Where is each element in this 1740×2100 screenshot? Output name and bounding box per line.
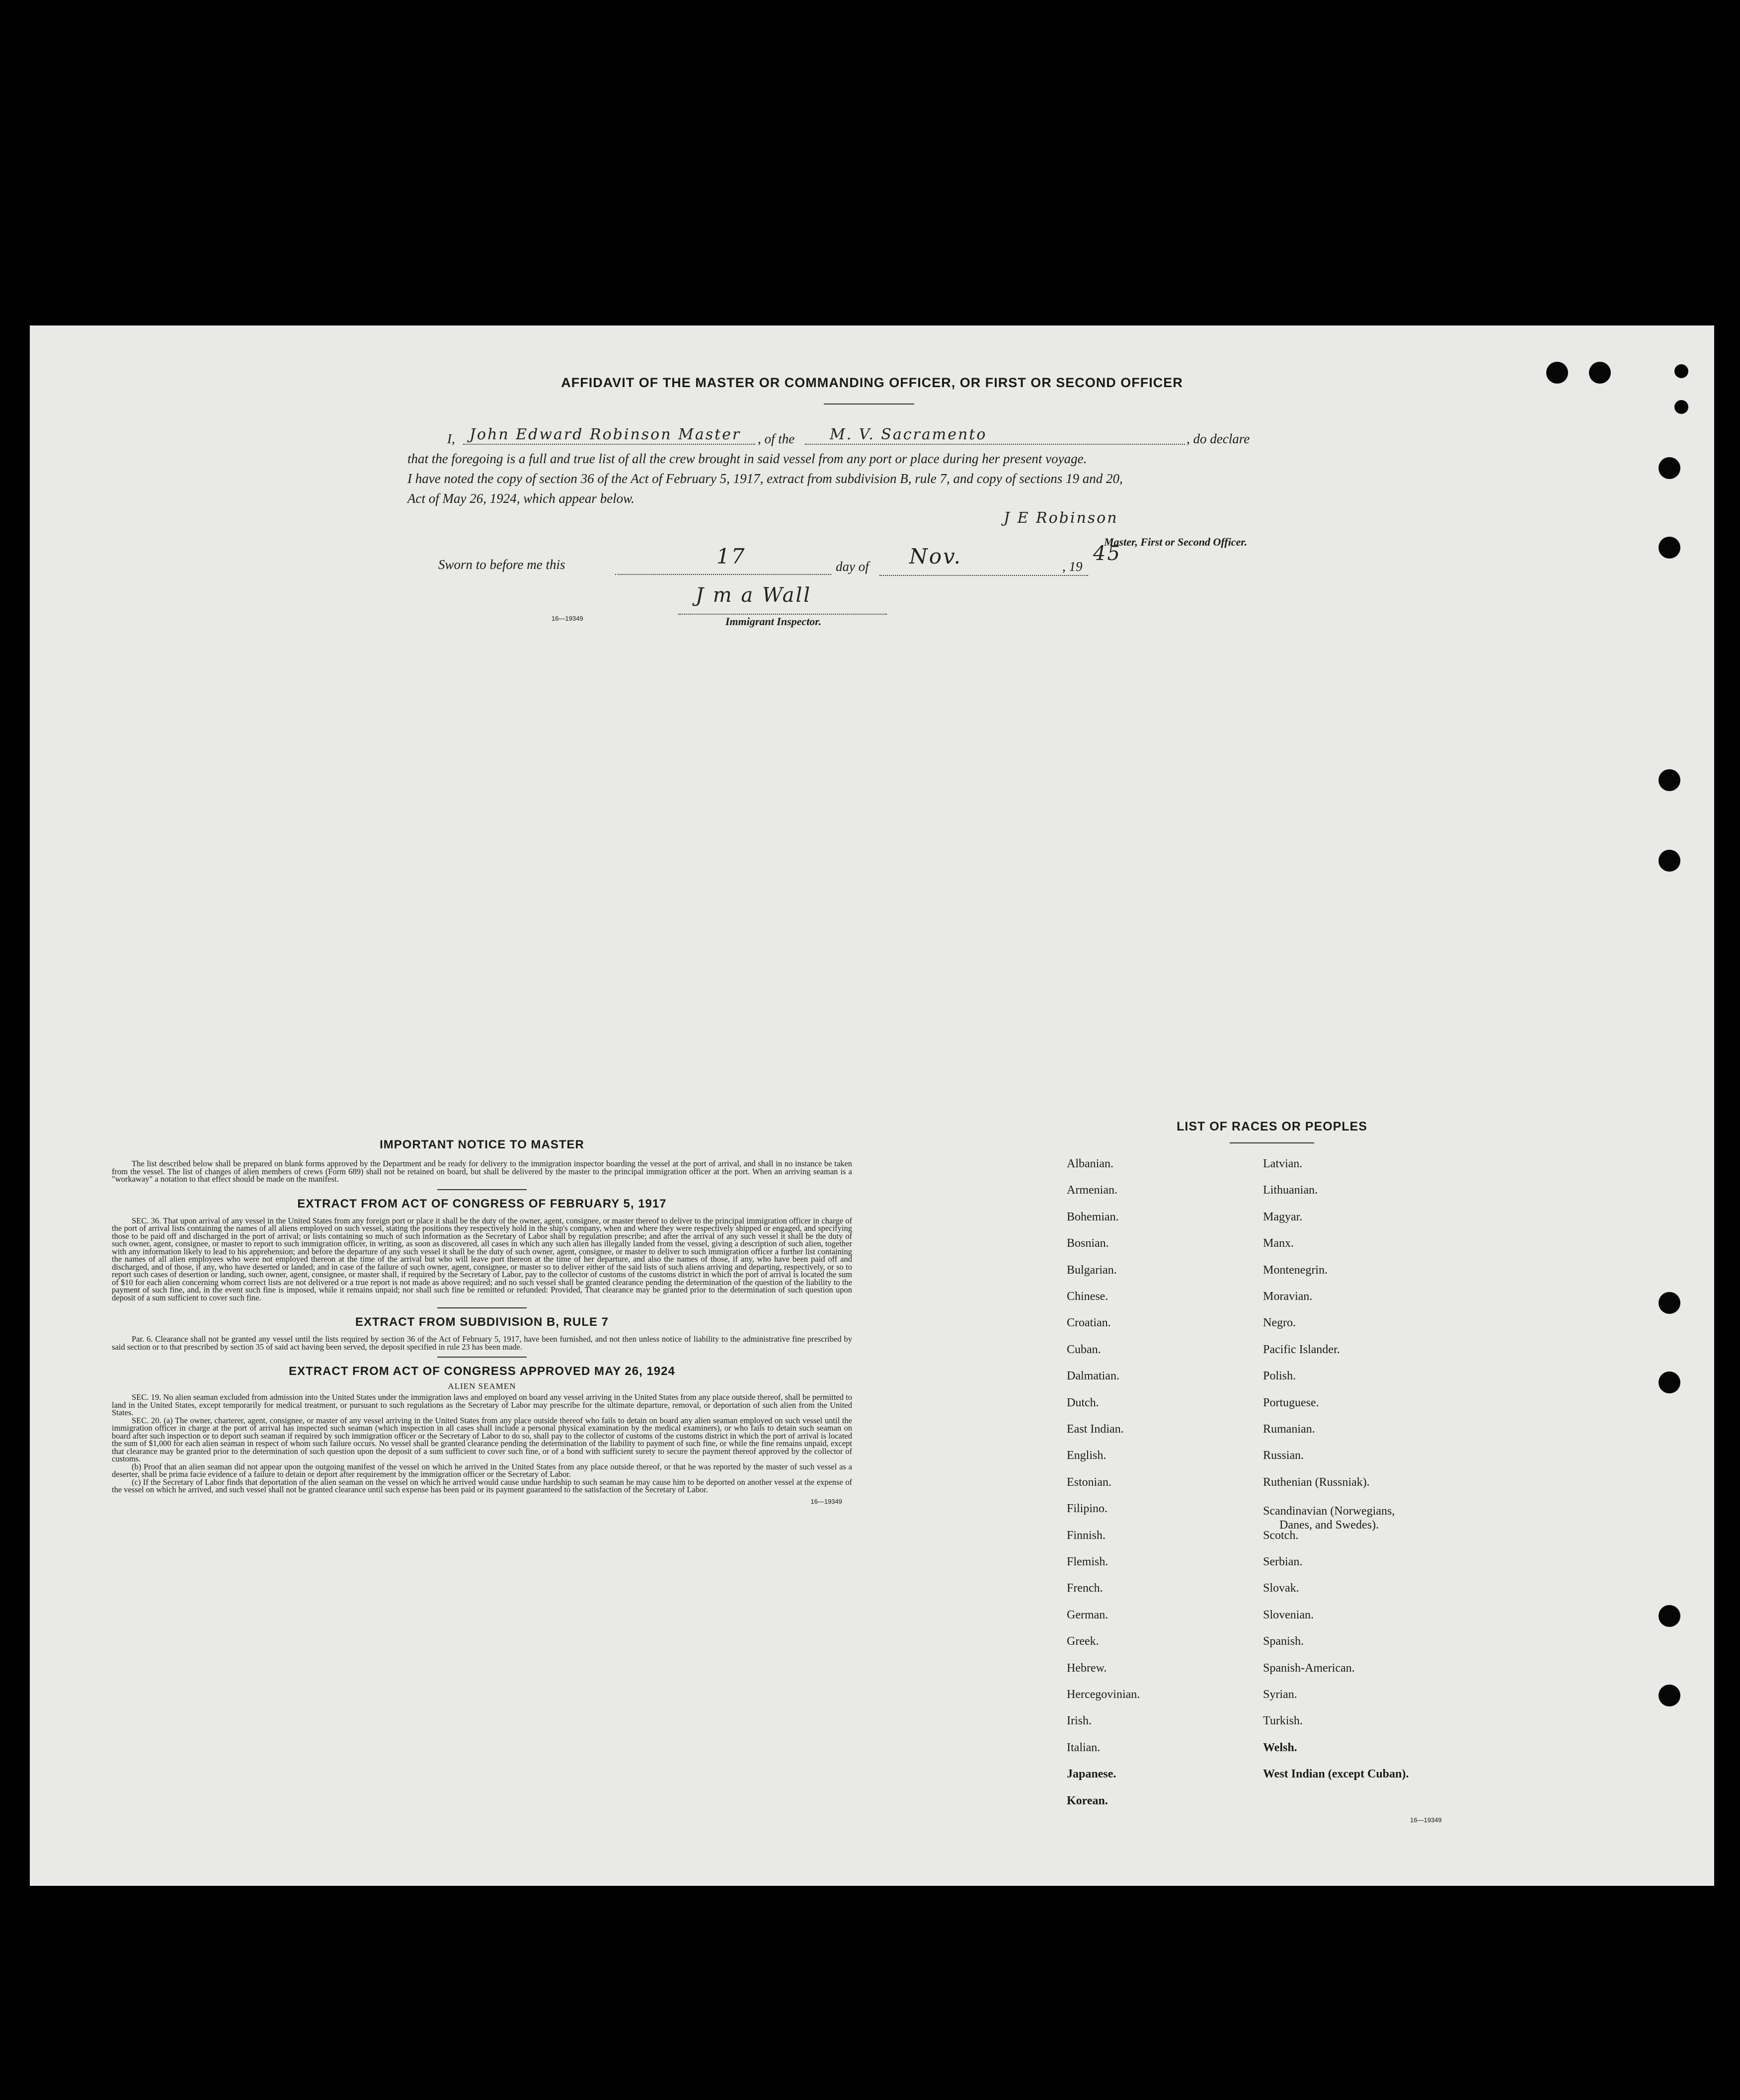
inspector-signature: J m a Wall <box>696 584 812 607</box>
inspector-field <box>678 598 887 615</box>
binder-hole <box>1659 850 1680 872</box>
race-item: Slovak. <box>1263 1582 1299 1595</box>
race-item: Bulgarian. <box>1067 1263 1117 1277</box>
binder-hole <box>1659 769 1680 791</box>
declaration-line-3: I have noted the copy of section 36 of the Act of February 5, 1917, extract from subdivision B, rule 7, and copy of sections 19 and 20, <box>407 471 1123 486</box>
race-item: Syrian. <box>1263 1688 1297 1701</box>
notice-form-number: 16—19349 <box>810 1497 842 1505</box>
affidavit-form-number: 16—19349 <box>552 615 583 622</box>
race-item: Japanese. <box>1067 1768 1116 1781</box>
inspector-caption: Immigrant Inspector. <box>725 615 822 628</box>
race-item: Montenegrin. <box>1263 1263 1328 1277</box>
binder-hole <box>1659 537 1680 559</box>
race-item: Slovenian. <box>1263 1608 1314 1621</box>
notice-text: The list described below shall be prepared on blank forms approved by the Department and be ready for delivery to the immigration inspector boarding the vessel at the port of arrival, and shall in no instance be taken from the vessel. The list of changes of alien members of crews (Form 689) shall not be retained on board, but shall be delivered by the master to the principal immigration officer at the port. When an arriving seaman is a "workaway" a notation to that effect should be made on the manifest. <box>112 1159 852 1184</box>
officer-caption: Master, First or Second Officer. <box>1104 536 1248 548</box>
affidavit-body <box>407 426 1371 508</box>
race-item: Russian. <box>1263 1449 1304 1462</box>
races-title-rule <box>1230 1142 1314 1143</box>
race-item: Finnish. <box>1067 1529 1106 1542</box>
race-item: German. <box>1067 1608 1108 1621</box>
binder-hole <box>1659 457 1680 479</box>
race-item: Latvian. <box>1263 1157 1303 1170</box>
race-item: Estonian. <box>1067 1475 1111 1489</box>
declaration-line-4: Act of May 26, 1924, which appear below. <box>407 491 634 506</box>
race-item: Serbian. <box>1263 1555 1303 1568</box>
race-item: Irish. <box>1067 1714 1092 1728</box>
race-item: Negro. <box>1263 1316 1296 1330</box>
year-handwritten: 45 <box>1093 542 1121 565</box>
sworn-label: Sworn to before me this <box>438 557 565 572</box>
of-the-label: , of the <box>758 431 795 446</box>
notice-column <box>112 1138 852 1505</box>
race-item: Croatian. <box>1067 1316 1111 1330</box>
race-item: Danes, and Swedes). <box>1279 1519 1379 1532</box>
races-title: LIST OF RACES OR PEOPLES <box>1177 1120 1367 1133</box>
extract3-sec20c: (c) If the Secretary of Labor finds that deportation of the alien seaman on the vessel on which he arrived would cause undue hardship to such seaman he may cause him to be deported on another vessel at the expense of the vessel on which he arrived, and such vessel shall not be granted clearance until such expense has been paid or its payment guaranteed to the satisfaction of the Secretary of Labor. <box>112 1477 852 1494</box>
do-declare-label: , do declare <box>1186 431 1250 446</box>
master-signature: J E Robinson <box>1004 509 1118 527</box>
race-item: Hebrew. <box>1067 1661 1107 1675</box>
declaration-line-2: that the foregoing is a full and true list of all the crew brought in said vessel from any port or place during her present voyage. <box>407 451 1087 466</box>
declaration-line-1 <box>407 426 1371 449</box>
race-item: Cuban. <box>1067 1343 1101 1356</box>
form-sheet <box>30 325 1714 1886</box>
race-item: Turkish. <box>1263 1714 1303 1728</box>
race-item: Italian. <box>1067 1741 1101 1754</box>
day-of-label: day of <box>836 559 869 574</box>
race-item: Scotch. <box>1263 1529 1299 1542</box>
race-item: East Indian. <box>1067 1423 1124 1436</box>
race-item: Filipino. <box>1067 1502 1108 1516</box>
race-item: Pacific Islander. <box>1263 1343 1340 1356</box>
binder-hole <box>1659 1685 1680 1706</box>
extract3-sec20a: SEC. 20. (a) The owner, charterer, agent, consignee, or master of any vessel arriving in the United States from any place outside thereof who fails to detain on board any alien seaman employed on such vessel until the immigration officer in charge at the port of arrival has inspected such seaman (which inspection in all cases shall include a personal physical examination by the medical examiners), or who fails to detain such seaman on board after such inspection or to deport such seaman if required by such immigration officer or the Secretary of Labor to do so, shall pay to the collector of customs of the customs district in which the port of arrival is located the sum of $1,000 for each alien seaman in respect of whom such failure occurs. No vessel shall be granted clearance pending the determination of the liability to payment of such fine, or while the fine remains unpaid, except that clearance may be granted prior to the determination of such question upon the deposit of a sum sufficient to cover such fine, or of a bond with sufficient surety to secure the payment thereof approved by the collector of customs. <box>112 1415 852 1463</box>
notice-title: IMPORTANT NOTICE TO MASTER <box>380 1138 584 1151</box>
vessel-name-handwritten: M. V. Sacramento <box>830 426 987 443</box>
race-item: French. <box>1067 1582 1103 1595</box>
day-handwritten: 17 <box>716 544 746 568</box>
races-form-number: 16—19349 <box>1410 1816 1442 1824</box>
binder-hole <box>1659 1372 1680 1393</box>
race-item: English. <box>1067 1449 1107 1462</box>
race-item: Manx. <box>1263 1237 1294 1250</box>
officer-name-handwritten: John Edward Robinson Master <box>470 426 741 443</box>
race-item: Armenian. <box>1067 1184 1117 1197</box>
race-item: Korean. <box>1067 1794 1108 1807</box>
year-prefix: , 19 <box>1062 559 1083 574</box>
month-handwritten: Nov. <box>909 544 962 568</box>
race-item: Polish. <box>1263 1370 1296 1383</box>
race-item: Moravian. <box>1263 1290 1313 1303</box>
race-item: Bohemian. <box>1067 1210 1119 1223</box>
race-item: Spanish. <box>1263 1635 1304 1648</box>
race-item: Ruthenian (Russniak). <box>1263 1475 1370 1489</box>
race-item: West Indian (except Cuban). <box>1263 1768 1409 1781</box>
race-item: Scandinavian (Norwegians, <box>1263 1505 1395 1518</box>
race-item: Welsh. <box>1263 1741 1297 1754</box>
extract2-title: EXTRACT FROM SUBDIVISION B, RULE 7 <box>355 1315 609 1329</box>
i-label: I, <box>447 431 455 446</box>
race-item: Rumanian. <box>1263 1423 1315 1436</box>
extract1-title: EXTRACT FROM ACT OF CONGRESS OF FEBRUARY 5, 1917 <box>297 1197 667 1211</box>
race-item: Dalmatian. <box>1067 1370 1119 1383</box>
race-item: Greek. <box>1067 1635 1099 1648</box>
extract3-title: EXTRACT FROM ACT OF CONGRESS APPROVED MAY 26, 1924 <box>289 1365 675 1378</box>
binder-hole <box>1659 1605 1680 1627</box>
race-item: Flemish. <box>1067 1555 1108 1568</box>
section-rule <box>437 1357 527 1358</box>
race-item: Dutch. <box>1067 1396 1099 1409</box>
race-item: Chinese. <box>1067 1290 1108 1303</box>
race-item: Spanish-American. <box>1263 1661 1355 1675</box>
race-item: Hercegovinian. <box>1067 1688 1140 1701</box>
extract2-text: Par. 6. Clearance shall not be granted any vessel until the lists required by section 36 of the Act of February 5, 1917, have been furnished, and not then unless notice of liability to the administrative fine prescribed by said section or to that prescribed by section 35 of said act having been served, the deposit specified in rule 23 has been made. <box>112 1334 852 1352</box>
race-item: Portuguese. <box>1263 1396 1319 1409</box>
extract3-subtitle: ALIEN SEAMEN <box>448 1381 516 1391</box>
affidavit-title: AFFIDAVIT OF THE MASTER OR COMMANDING OFFICER, OR FIRST OR SECOND OFFICER <box>561 375 1183 390</box>
race-item: Magyar. <box>1263 1210 1303 1223</box>
extract3-sec19: SEC. 19. No alien seaman excluded from admission into the United States under the immigration laws and employed on board any vessel arriving in the United States from any place outside thereof, shall be permitted to land in the United States, except temporarily for medical treatment, or pursuant to such regulations as the Secretary of Labor may prescribe for the ultimate departure, removal, or deportation of such alien from the United States. <box>112 1392 852 1417</box>
extract3-sec20b: (b) Proof that an alien seaman did not appear upon the outgoing manifest of the vessel on which he arrived in the United States from any place outside thereof, or that he was reported by the master of such vessel as a deserter, shall be prima facie evidence of a failure to detain or deport after requirement by the immigration officer or the Secretary of Labor. <box>112 1461 852 1479</box>
race-item: Lithuanian. <box>1263 1184 1318 1197</box>
section-rule <box>437 1307 527 1308</box>
extract1-text: SEC. 36. That upon arrival of any vessel in the United States from any foreign port or place it shall be the duty of the owner, agent, consignee, or master thereof to deliver to the principal immigration officer in charge of the port of arrival lists containing the names of all aliens employed on such vessel, stating the positions they respectively hold in the ship's company, when and where they were respectively shipped or engaged, and specifying those to be paid off and discharged in the port of arrival; or lists containing so much of such information as the Secretary of Labor shall by regulation prescribe; and after the arrival of any such vessel it shall be the duty of such owner, agent, consignee, or master to report to such immigration officer, in writing, as soon as discovered, all cases in which any such alien has illegally landed from the vessel, giving a description of such alien, together with any information likely to lead to his apprehension; and before the departure of any such vessel it shall be the duty of such owner, agent, consignee, or master to deliver to such immigration officer a further list containing the names of all alien employees who were not employed thereon at the time of the arrival but who will leave port thereon at the time of her departure, and also the names of those, if any, who have been paid off and discharged, and of those, if any, who have deserted or landed; and in case of the failure of such owner, agent, consignee, or master so to deliver either of the said lists of such aliens arriving and departing, respectively, or so to report such cases of desertion or landing, such owner, agent, consignee, or master shall, if required by the Secretary of Labor, pay to the collector of customs of the customs district in which the port of arrival is located the sum of $10 for each alien concerning whom correct lists are not delivered or a true report is not made as above required; and no such vessel shall be granted clearance pending the determination of the question of the liability to the payment of such fine, and, in the event such fine is imposed, while it remains unpaid; nor shall such fine be remitted or refunded: Provided, That clearance may be granted prior to the determination of such question upon deposit of a sum sufficient to cover such fine. <box>112 1215 852 1302</box>
binder-hole <box>1659 1292 1680 1314</box>
binder-hole <box>1674 400 1688 414</box>
race-item: Albanian. <box>1067 1157 1113 1170</box>
race-item: Bosnian. <box>1067 1237 1109 1250</box>
section-rule <box>437 1189 527 1190</box>
